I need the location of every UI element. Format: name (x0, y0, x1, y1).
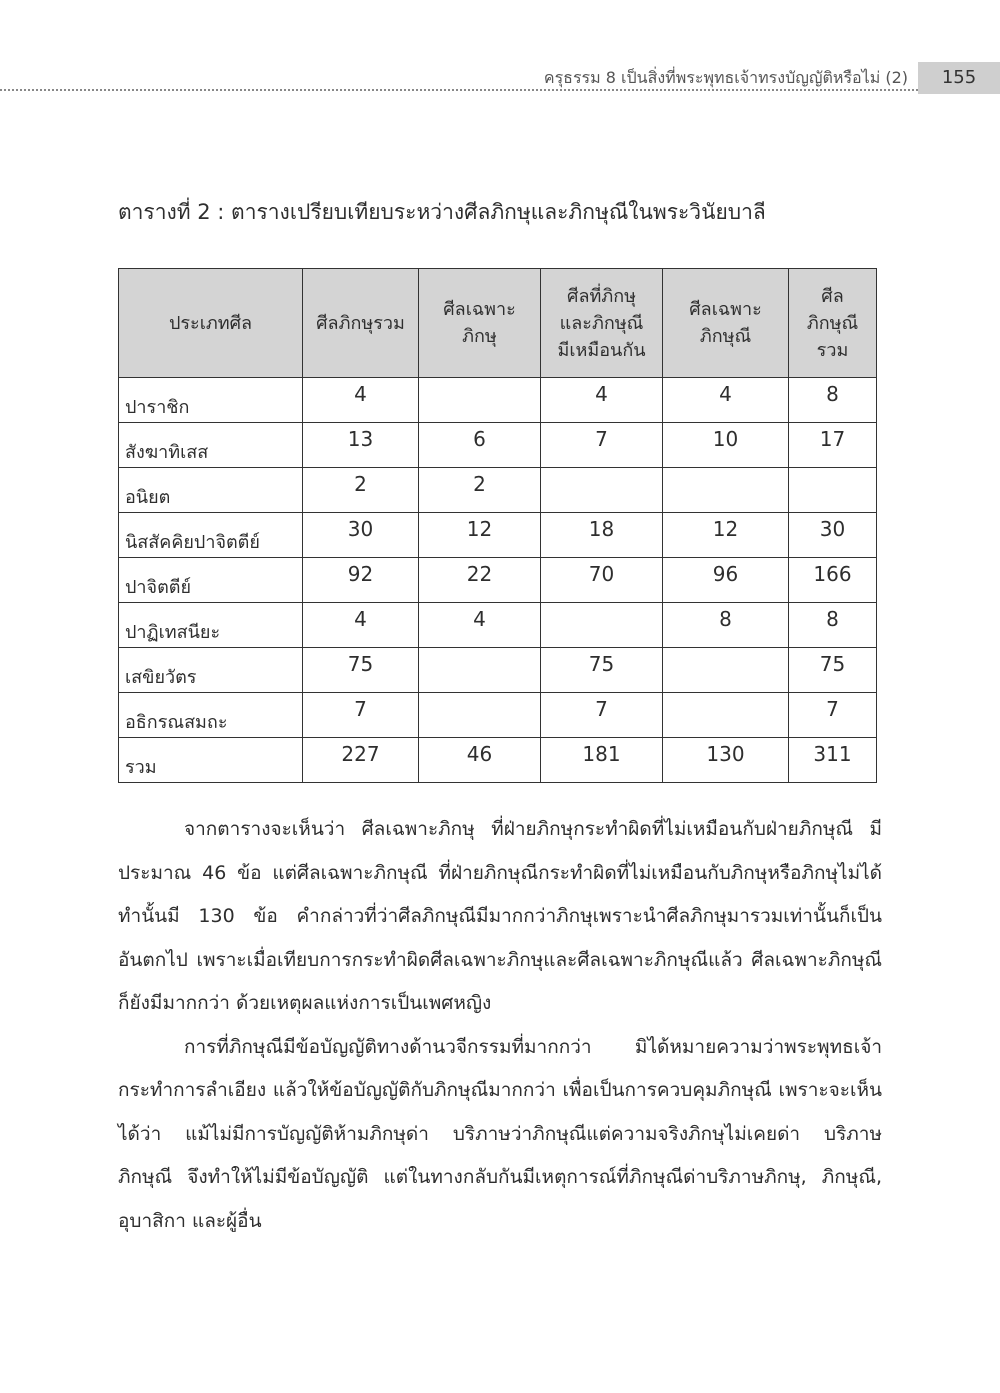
header-cell: ศีลที่ภิกษุ และภิกษุณี มีเหมือนกัน (541, 269, 663, 378)
running-title: ครุธรรม 8 เป็นสิ่งที่พระพุทธเจ้าทรงบัญญัติหรือไม่ (2) (543, 68, 908, 87)
header-cell: ประเภทศีล (119, 269, 303, 378)
table-cell: 4 (303, 603, 419, 648)
table-row (119, 468, 877, 513)
table-row (119, 603, 877, 648)
row-category-cell: นิสสัคคิยปาจิตตีย์ (119, 513, 303, 558)
table-caption: ตารางที่ 2 : ตารางเปรียบเทียบระหว่างศีลภิกษุและภิกษุณีในพระวินัยบาลี (118, 200, 766, 224)
table-cell: 70 (541, 558, 663, 603)
table-row (119, 558, 877, 603)
row-category-cell: ปาจิตตีย์ (119, 558, 303, 603)
table-cell: 30 (789, 513, 877, 558)
table-cell (541, 603, 663, 648)
table-cell: 4 (419, 603, 541, 648)
row-category-cell: สังฆาทิเสส (119, 423, 303, 468)
paragraph: จากตารางจะเห็นว่า ศีลเฉพาะภิกษุ ที่ฝ่ายภิกษุกระทำผิดที่ไม่เหมือนกับฝ่ายภิกษุณี มีประมาณ 46 ข้อ แต่ศีลเฉพาะภิกษุณี ที่ฝ่ายภิกษุณีกระทำผิดที่ไม่เหมือนกับภิกษุหรือภิกษุไม่ได้ทำนั้นมี 130 ข้อ คำกล่าวที่ว่าศีลภิกษุณีมีมากกว่าภิกษุเพราะนำศีลภิกษุมารวมเท่านั้นก็เป็นอันตกไป เพราะเมื่อเทียบการกระทำผิดศีลเฉพาะภิกษุและศีลเฉพาะภิกษุณีแล้ว ศีลเฉพาะภิกษุณีก็ยังมีมากกว่า ด้วยเหตุผลแห่งการเป็นเพศหญิง (118, 818, 882, 1014)
row-category-cell: อนิยต (119, 468, 303, 513)
table-header-row (119, 269, 877, 378)
row-category-cell: ปาราชิก (119, 378, 303, 423)
table-cell (419, 378, 541, 423)
paragraph: การที่ภิกษุณีมีข้อบัญญัติทางด้านวจีกรรมที่มากกว่า มิได้หมายความว่าพระพุทธเจ้ากระทำการลำเอียง แล้วให้ข้อบัญญัติกับภิกษุณีมากกว่า เพื่อเป็นการควบคุมภิกษุณี เพราะจะเห็นได้ว่า แม้ไม่มีการบัญญัติห้ามภิกษุด่า บริภาษว่าภิกษุณีแต่ความจริงภิกษุไม่เคยด่า บริภาษภิกษุณี จึงทำให้ไม่มีข้อบัญญัติ แต่ในทางกลับกันมีเหตุการณ์ที่ภิกษุณีด่าบริภาษภิกษุ, ภิกษุณี, อุบาสิกา และผู้อื่น (118, 1035, 882, 1232)
header-cell: ศีลเฉพาะ ภิกษุ (419, 269, 541, 378)
table-row (119, 378, 877, 423)
header-cell: ศีล ภิกษุณี รวม (789, 269, 877, 378)
table-cell: 7 (541, 423, 663, 468)
table-cell: 7 (303, 693, 419, 738)
table-cell: 22 (419, 558, 541, 603)
table-cell: 311 (789, 738, 877, 783)
row-category-cell: อธิกรณสมถะ (119, 693, 303, 738)
table-cell: 4 (663, 378, 789, 423)
table-cell: 166 (789, 558, 877, 603)
precepts-comparison-table (118, 268, 877, 783)
table-cell: 92 (303, 558, 419, 603)
table-cell: 13 (303, 423, 419, 468)
table-row (119, 513, 877, 558)
table-cell: 17 (789, 423, 877, 468)
table-cell: 8 (789, 378, 877, 423)
header-cell: ศีลภิกษุรวม (303, 269, 419, 378)
header-cell: ศีลเฉพาะ ภิกษุณี (663, 269, 789, 378)
table-cell: 10 (663, 423, 789, 468)
table-cell: 2 (303, 468, 419, 513)
table-cell: 4 (303, 378, 419, 423)
table-cell: 30 (303, 513, 419, 558)
table-row (119, 738, 877, 783)
table-body (119, 378, 877, 783)
table-row (119, 693, 877, 738)
table-row (119, 423, 877, 468)
table-cell: 18 (541, 513, 663, 558)
table-cell: 8 (789, 603, 877, 648)
table-cell (419, 693, 541, 738)
table-cell: 2 (419, 468, 541, 513)
table-cell: 12 (419, 513, 541, 558)
table-cell (789, 468, 877, 513)
running-header (0, 62, 1000, 94)
table-cell (663, 693, 789, 738)
table-cell: 12 (663, 513, 789, 558)
table-cell: 8 (663, 603, 789, 648)
table-cell (663, 648, 789, 693)
table-cell: 96 (663, 558, 789, 603)
table-cell: 7 (541, 693, 663, 738)
page-number: 155 (918, 62, 1000, 94)
table-cell: 75 (541, 648, 663, 693)
table-cell: 181 (541, 738, 663, 783)
table-cell: 75 (789, 648, 877, 693)
row-category-cell: เสขิยวัตร (119, 648, 303, 693)
row-category-cell: ปาฏิเทสนียะ (119, 603, 303, 648)
table-cell (663, 468, 789, 513)
table-row (119, 648, 877, 693)
table-cell: 4 (541, 378, 663, 423)
table-cell (541, 468, 663, 513)
table-cell: 6 (419, 423, 541, 468)
table-cell: 130 (663, 738, 789, 783)
body-text (118, 808, 882, 1243)
table-cell: 46 (419, 738, 541, 783)
table-cell: 7 (789, 693, 877, 738)
row-category-cell: รวม (119, 738, 303, 783)
table-cell: 75 (303, 648, 419, 693)
table-cell: 227 (303, 738, 419, 783)
table-cell (419, 648, 541, 693)
